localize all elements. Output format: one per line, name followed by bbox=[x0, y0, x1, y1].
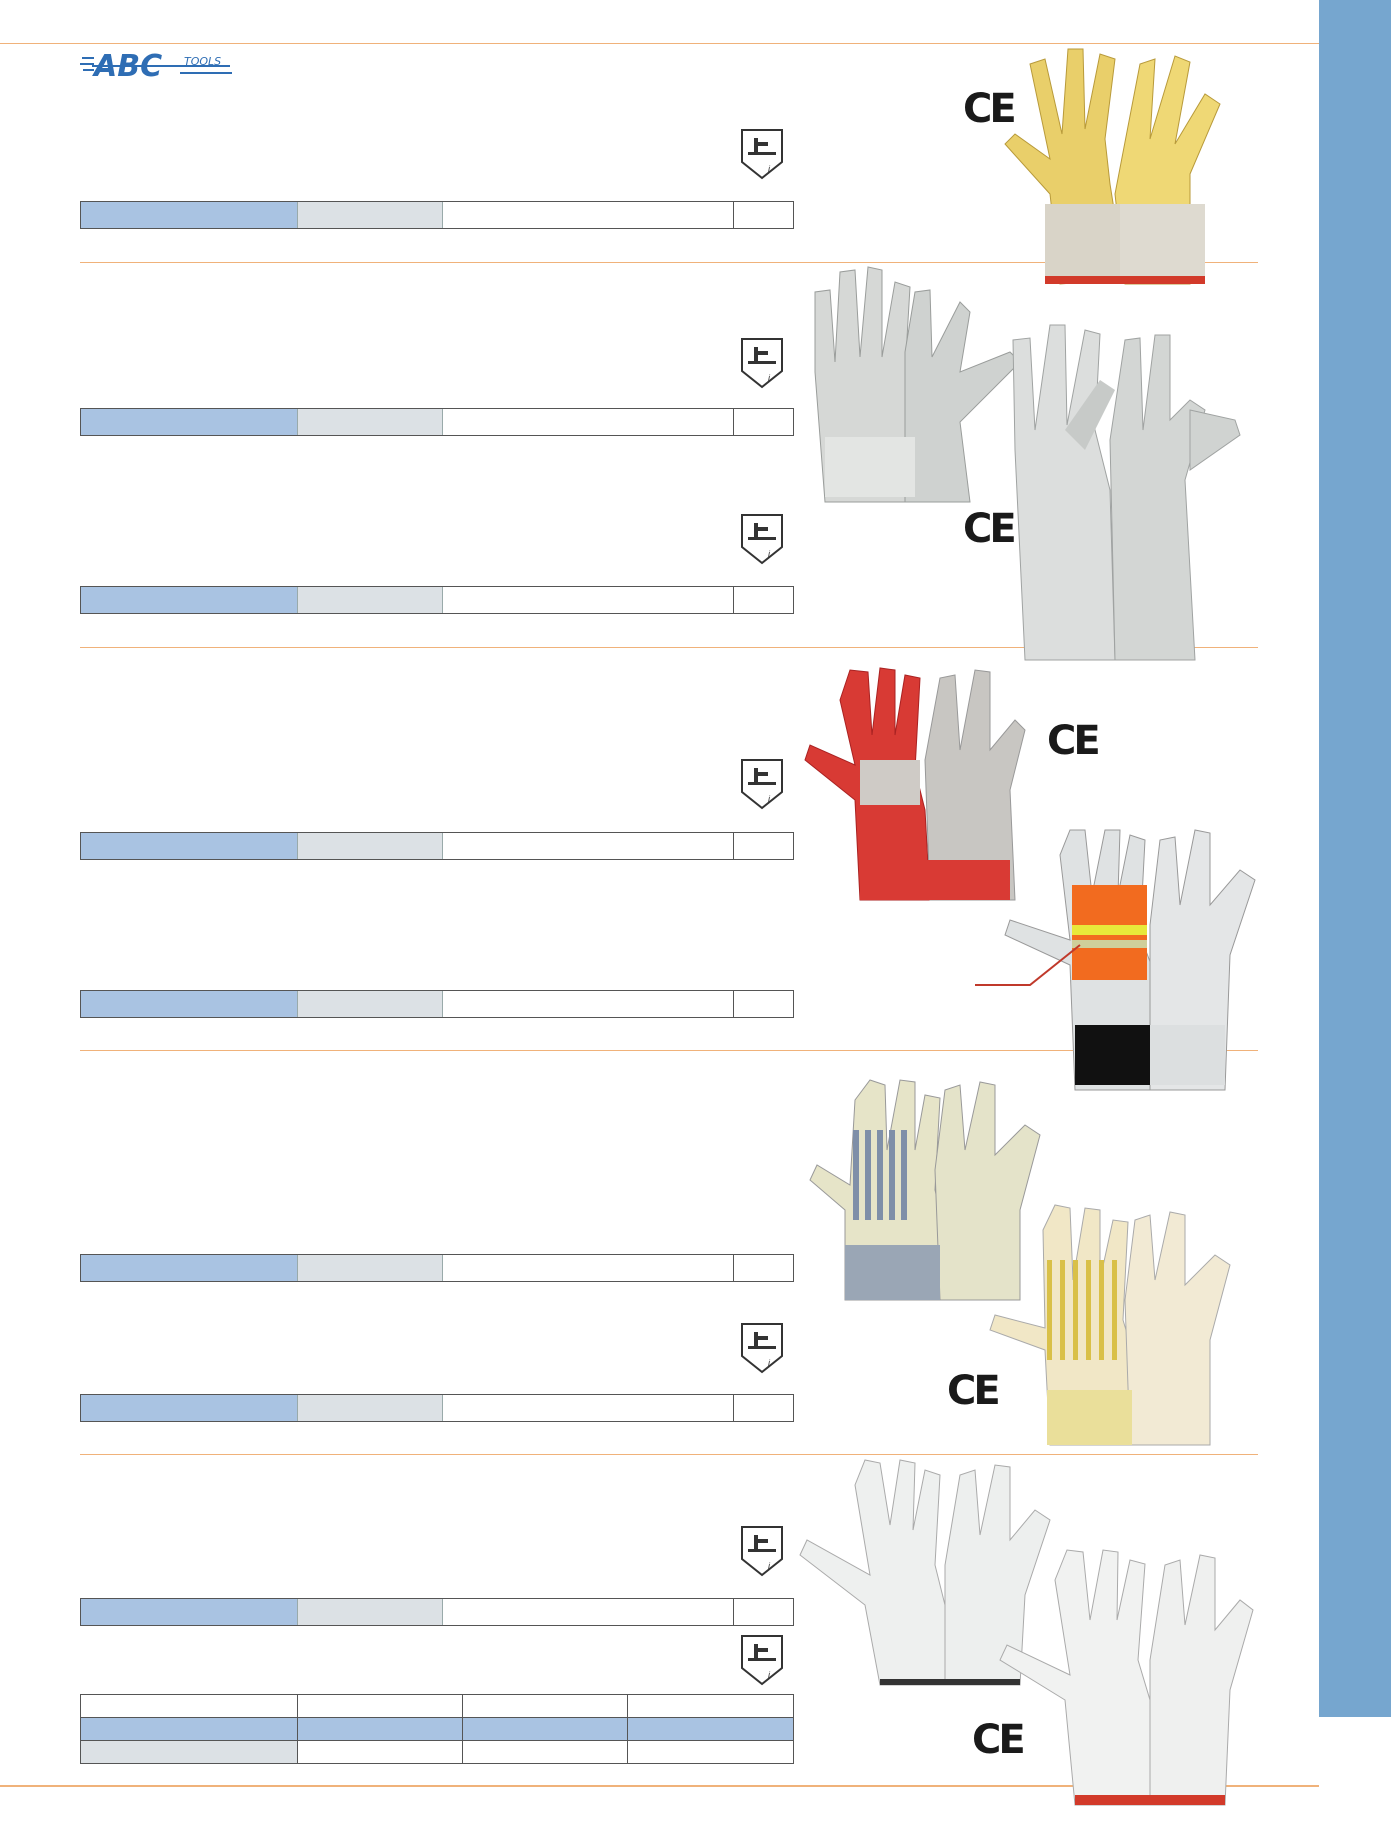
product-spec-table bbox=[80, 990, 794, 1018]
svg-text:i: i bbox=[768, 549, 770, 559]
product-spec-table bbox=[80, 832, 794, 860]
svg-text:i: i bbox=[768, 1358, 770, 1368]
ce-mark: CE bbox=[947, 1368, 998, 1414]
product-spec-table bbox=[80, 1254, 794, 1282]
yellow-striped-glove-image bbox=[985, 1200, 1240, 1450]
product-spec-table bbox=[80, 586, 794, 614]
svg-text:i: i bbox=[768, 794, 770, 804]
mechanical-risk-shield-icon bbox=[740, 1525, 784, 1577]
mechanical-risk-shield-icon bbox=[740, 758, 784, 810]
ce-mark: CE bbox=[963, 86, 1014, 132]
product-spec-table bbox=[80, 1394, 794, 1422]
ce-mark: CE bbox=[963, 506, 1014, 552]
product-spec-table bbox=[80, 408, 794, 436]
grey-welding-gauntlet-image bbox=[1005, 320, 1245, 665]
abc-tools-logo bbox=[80, 48, 235, 82]
svg-text:TOOLS: TOOLS bbox=[184, 55, 222, 68]
welding-risk-shield-icon bbox=[740, 513, 784, 565]
svg-text:i: i bbox=[768, 1561, 770, 1571]
svg-text:i: i bbox=[768, 373, 770, 383]
section-divider bbox=[80, 1454, 1258, 1455]
svg-text:ABC: ABC bbox=[94, 49, 163, 82]
product-spec-table bbox=[80, 1598, 794, 1626]
ce-mark: CE bbox=[972, 1717, 1023, 1763]
mechanical-risk-shield-icon bbox=[740, 1322, 784, 1374]
mechanical-risk-shield-icon bbox=[740, 337, 784, 389]
white-leather-glove-red-cuff-image bbox=[995, 1540, 1260, 1810]
reflective-band-callout-line bbox=[975, 940, 1085, 1000]
product-spec-table bbox=[80, 201, 794, 229]
svg-text:i: i bbox=[768, 164, 770, 174]
svg-text:i: i bbox=[768, 1670, 770, 1680]
size-table bbox=[80, 1694, 794, 1764]
grey-leather-glove-image bbox=[810, 262, 1025, 507]
welding-risk-shield-icon bbox=[740, 1634, 784, 1686]
side-tab bbox=[1319, 0, 1391, 1717]
ce-mark: CE bbox=[1047, 718, 1098, 764]
mechanical-risk-shield-icon bbox=[740, 128, 784, 180]
yellow-latex-glove-image bbox=[990, 44, 1245, 289]
